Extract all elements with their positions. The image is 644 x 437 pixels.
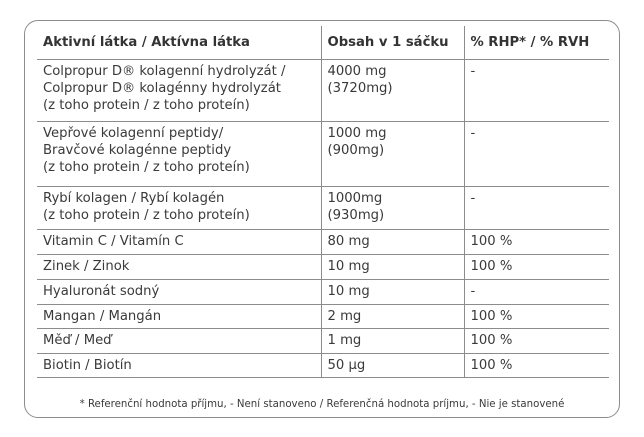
amount-cell (321, 186, 464, 229)
table-row (37, 229, 609, 254)
rhp-cell: - (464, 59, 609, 121)
table-row (37, 304, 609, 328)
active-ingredients-table (37, 26, 609, 378)
substance-cell: Mangan / Mangán (37, 304, 321, 328)
rhp-cell: 100 % (464, 304, 609, 328)
nutrition-table-frame (24, 20, 620, 418)
substance-cell (37, 121, 321, 186)
header-content-per-sachet: Obsah v 1 sáčku (321, 26, 464, 59)
rhp-cell: 100 % (464, 254, 609, 279)
amount-cell: 10 mg (321, 279, 464, 304)
amount-line: (930mg) (327, 207, 385, 223)
substance-line: Colpropur D® kolagénny hydrolyzát (43, 80, 281, 96)
table-row (37, 186, 609, 229)
rhp-cell: 100 % (464, 353, 609, 377)
amount-line: (900mg) (327, 142, 385, 158)
amount-cell (321, 59, 464, 121)
table-row (37, 254, 609, 279)
rhp-cell: - (464, 121, 609, 186)
table-row (37, 353, 609, 377)
amount-cell: 80 mg (321, 229, 464, 254)
table-header-row (37, 26, 609, 59)
amount-cell: 1 mg (321, 328, 464, 353)
substance-line: Rybí kolagen / Rybí kolagén (43, 190, 225, 206)
amount-cell: 50 μg (321, 353, 464, 377)
substance-line: Vepřové kolagenní peptidy/ (43, 125, 224, 141)
rhp-cell: - (464, 186, 609, 229)
table-row (37, 121, 609, 186)
substance-line: (z toho protein / z toho proteín) (43, 207, 250, 223)
substance-cell: Vitamin C / Vitamín C (37, 229, 321, 254)
amount-cell: 2 mg (321, 304, 464, 328)
rhp-cell: - (464, 279, 609, 304)
rhp-cell: 100 % (464, 328, 609, 353)
amount-cell: 10 mg (321, 254, 464, 279)
header-active-substance: Aktivní látka / Aktívna látka (37, 26, 321, 59)
amount-line: 1000 mg (327, 125, 387, 141)
substance-cell: Hyaluronát sodný (37, 279, 321, 304)
amount-line: (3720mg) (327, 80, 393, 96)
rhp-cell: 100 % (464, 229, 609, 254)
amount-cell (321, 121, 464, 186)
amount-line: 1000mg (327, 190, 383, 206)
substance-line: Colpropur D® kolagenní hydrolyzát / (43, 63, 286, 79)
substance-line: (z toho protein / z toho proteín) (43, 97, 250, 113)
substance-cell (37, 59, 321, 121)
substance-line: Bravčové kolagénne peptidy (43, 142, 232, 158)
table-row (37, 59, 609, 121)
substance-cell: Měď / Meď (37, 328, 321, 353)
header-reference-intake: % RHP* / % RVH (464, 26, 609, 59)
table-row (37, 328, 609, 353)
amount-line: 4000 mg (327, 63, 387, 79)
table-row (37, 279, 609, 304)
substance-line: (z toho protein / z toho proteín) (43, 159, 250, 175)
substance-cell: Zinek / Zinok (37, 254, 321, 279)
substance-cell: Biotin / Biotín (37, 353, 321, 377)
footnote: * Referenční hodnota příjmu, - Není stanoveno / Referenčná hodnota príjmu, - Nie je stanovené (79, 399, 565, 410)
substance-cell (37, 186, 321, 229)
